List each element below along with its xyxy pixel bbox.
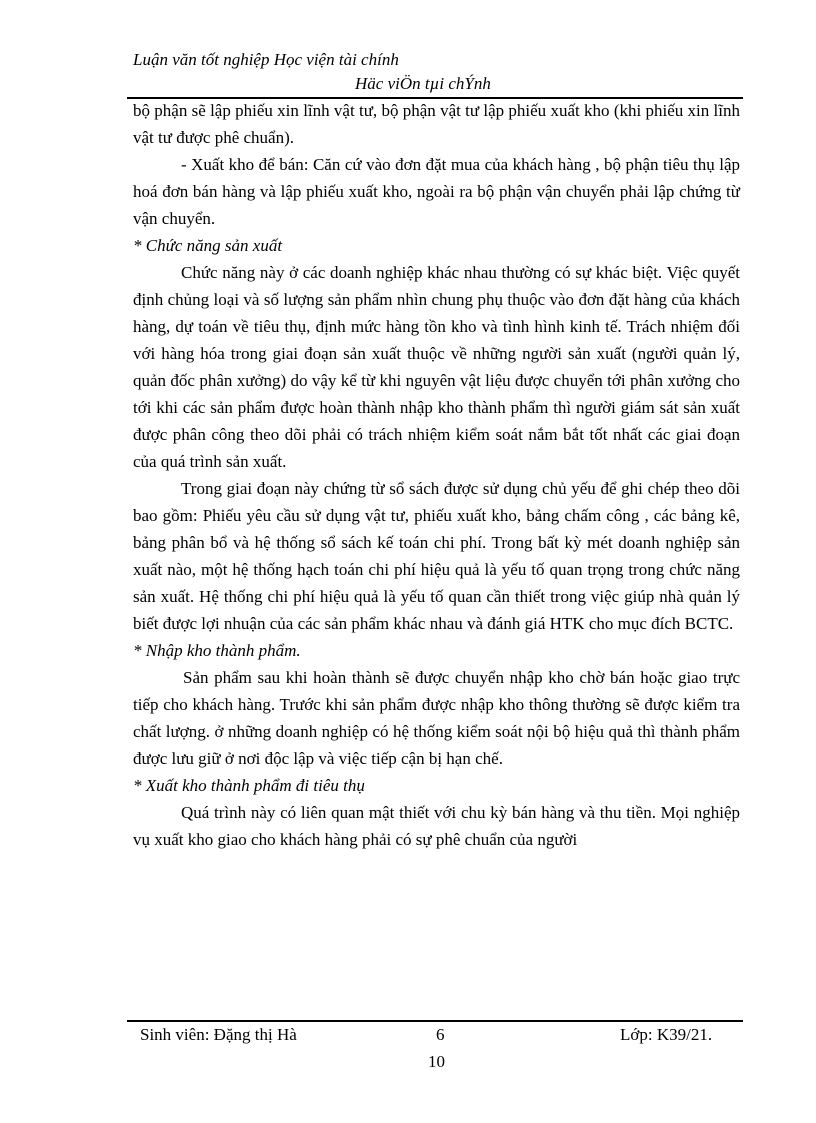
document-body bbox=[133, 97, 740, 853]
footer-page: 6 bbox=[436, 1025, 445, 1044]
section-heading-production: * Chức năng sản xuất bbox=[133, 236, 283, 255]
footer-student: Sinh viên: Đặng thị Hà bbox=[140, 1025, 297, 1044]
paragraph-6: Quá trình này có liên quan mật thiết với chu kỳ bán hàng và thu tiền. Mọi nghiệp vụ xuất kho giao cho khách hàng phải có sự phê chuẩn của người bbox=[133, 803, 740, 849]
header-title: Luận văn tốt nghiệp Học viện tài chính bbox=[133, 50, 399, 69]
paragraph-3: Chức năng này ở các doanh nghiệp khác nhau thường có sự khác biệt. Việc quyết định chủng loại và số lượng sản phẩm nhìn chung phụ thuộc vào đơn đặt hàng của khách hàng, dự toán về tiêu thụ, định mức hàng tồn kho và tình hình kinh tế. Trách nhiệm đối với hàng hóa trong giai đoạn sản xuất thuộc về những người sản xuất (người quản lý, quản đốc phân xưởng) do vậy kể từ khi nguyên vật liệu được chuyển tới phân xưởng cho tới khi các sản phẩm được hoàn thành nhập kho thành phẩm thì người giám sát sản xuất được phân công theo dõi phải có trách nhiệm kiểm soát nắm bắt tốt nhất các giai đoạn của quá trình sản xuất. bbox=[133, 263, 740, 471]
header-subtitle: Häc viÖn tµi chÝnh bbox=[355, 74, 491, 93]
footer-rule bbox=[127, 1020, 743, 1022]
paragraph-1: bộ phận sẽ lập phiếu xin lĩnh vật tư, bộ phận vật tư lập phiếu xuất kho (khi phiếu xin lĩnh vật tư được phê chuẩn). bbox=[133, 101, 740, 147]
page-number: 10 bbox=[428, 1052, 445, 1071]
section-heading-warehouse-entry: * Nhập kho thành phẩm. bbox=[133, 641, 301, 660]
footer-class: Lớp: K39/21. bbox=[620, 1025, 713, 1044]
paragraph-4: Trong giai đoạn này chứng từ sổ sách được sử dụng chủ yếu để ghi chép theo dõi bao gồm: Phiếu yêu cầu sử dụng vật tư, phiếu xuất kho, bảng chấm công , các bảng kê, bảng phân bổ và hệ thống sổ sách kế toán chi phí. Trong bất kỳ mét doanh nghiệp sản xuất nào, một hệ thống hạch toán chi phí hiệu quả là yếu tố quan trọng trong chức năng sản xuất. Hệ thống chi phí hiệu quả là yếu tố quan cần thiết trong việc giúp nhà quản lý biết được lợi nhuận của các sản phẩm khác nhau và đánh giá HTK cho mục đích BCTC. bbox=[133, 479, 740, 633]
paragraph-5: Sản phẩm sau khi hoàn thành sẽ được chuyển nhập kho chờ bán hoặc giao trực tiếp cho khách hàng. Trước khi sản phẩm được nhập kho thông thường sẽ được kiểm tra chất lượng. ở những doanh nghiệp có hệ thống kiểm soát nội bộ hiệu quả thì thành phẩm được lưu giữ ở nơi độc lập và việc tiếp cận bị hạn chế. bbox=[133, 668, 740, 768]
paragraph-2: - Xuất kho để bán: Căn cứ vào đơn đặt mua của khách hàng , bộ phận tiêu thụ lập hoá đơn bán hàng và lập phiếu xuất kho, ngoài ra bộ phận vận chuyển phải lập chứng từ vận chuyển. bbox=[133, 155, 740, 228]
section-heading-warehouse-exit: * Xuất kho thành phẩm đi tiêu thụ bbox=[133, 776, 365, 795]
